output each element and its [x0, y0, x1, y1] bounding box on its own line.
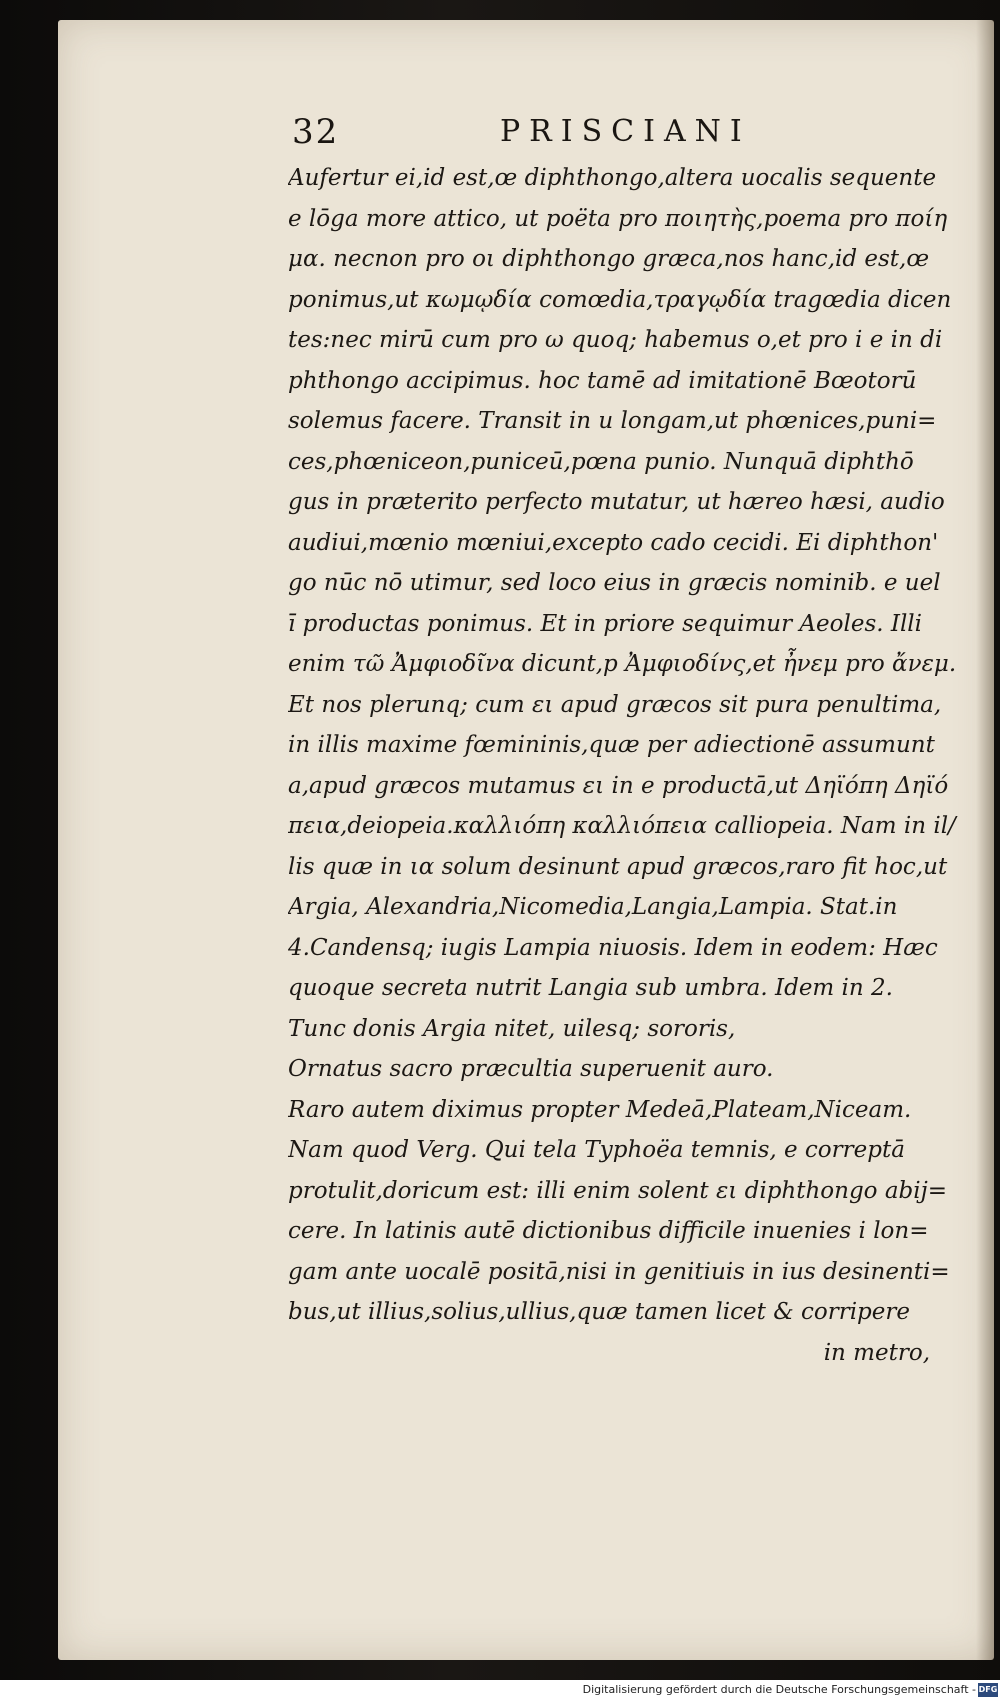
- page-header: [292, 112, 932, 152]
- text-line: Et nos plerunq; cum ει apud græcos sit pura penultima,: [288, 691, 942, 718]
- text-line: Tunc donis Argia nitet, uilesq; sororis,: [288, 1015, 736, 1042]
- text-line: πεια,deiopeia.καλλιόπη καλλιόπεια calliopeia. Nam in il/: [288, 813, 956, 839]
- text-line: a,apud græcos mutamus ει in e productā,ut Δηϊόπη Δηϊό: [288, 772, 949, 799]
- text-line: Aufertur ei,id est,œ diphthongo,altera uocalis sequente: [288, 165, 937, 191]
- text-line: tes:nec mirū cum pro ω quoq; habemus o,et pro i e in di: [288, 327, 943, 353]
- dfg-logo: DFG: [978, 1683, 998, 1697]
- text-line: enim τῶ Ἀμφιοδῖνα dicunt,p Ἀμφιοδίνς,et ἦνεμ pro ἄνεμ.: [288, 651, 957, 677]
- text-line: protulit,doricum est: illi enim solent ει diphthongo abij=: [288, 1177, 948, 1204]
- text-line: cere. In latinis autē dictionibus difficile inuenies i lon=: [288, 1218, 929, 1244]
- text-line: phthongo accipimus. hoc tamē ad imitationē Bœotorū: [288, 367, 917, 394]
- text-line: e lōga more attico, ut poëta pro ποιητὴς,poema pro ποίη: [288, 205, 948, 232]
- text-line: gus in præterito perfecto mutatur, ut hæreo hæsi, audio: [288, 489, 945, 515]
- text-line: lis quæ in ια solum desinunt apud græcos,raro fit hoc,ut: [288, 853, 948, 880]
- text-line: in illis maxime fœmininis,quæ per adiectionē assumunt: [288, 732, 935, 758]
- catchword: in metro,: [823, 1339, 930, 1366]
- text-line: Ornatus sacro præcultia superuenit auro.: [288, 1056, 774, 1082]
- running-head: PRISCIANI: [500, 114, 751, 149]
- text-line: ī productas ponimus. Et in priore sequimur Aeoles. Illi: [288, 610, 923, 637]
- funding-attribution: Digitalisierung gefördert durch die Deutsche Forschungsgemeinschaft -: [582, 1683, 976, 1696]
- text-line: ponimus,ut κωμῳδία comœdia,τραγῳδία tragœdia dicen: [288, 286, 952, 313]
- text-line: solemus facere. Transit in u longam,ut phœnices,puni=: [288, 408, 937, 434]
- text-line: Argia, Alexandria,Nicomedia,Langia,Lampia. Stat.in: [288, 894, 898, 920]
- text-line: ces,phœniceon,puniceū,pœna punio. Nunquā diphthō: [288, 448, 914, 475]
- text-line: bus,ut illius,solius,ullius,quæ tamen licet & corripere: [288, 1299, 910, 1325]
- body-text: [288, 158, 958, 1373]
- text-line: Raro autem diximus propter Medeā,Plateam,Niceam.: [288, 1096, 912, 1123]
- text-line: μα. necnon pro οι diphthongo græca,nos hanc,id est,œ: [288, 246, 930, 272]
- text-line: Nam quod Verg. Qui tela Typhoëa temnis, e correptā: [288, 1137, 905, 1163]
- text-line: go nūc nō utimur, sed loco eius in græcis nominib. e uel: [288, 570, 941, 596]
- text-line: gam ante uocalē positā,nisi in genitiuis in ius desinenti=: [288, 1258, 950, 1285]
- page-gutter-shadow: [976, 20, 994, 1660]
- text-line: audiui,mœnio mœniui,excepto cado cecidi. Ei diphthon': [288, 529, 939, 556]
- text-line: 4.Candensq; iugis Lampia niuosis. Idem in eodem: Hæc: [288, 934, 938, 961]
- digitization-footer: [0, 1680, 1000, 1702]
- page-number: 32: [292, 112, 340, 152]
- text-line: quoque secreta nutrit Langia sub umbra. Idem in 2.: [288, 975, 893, 1001]
